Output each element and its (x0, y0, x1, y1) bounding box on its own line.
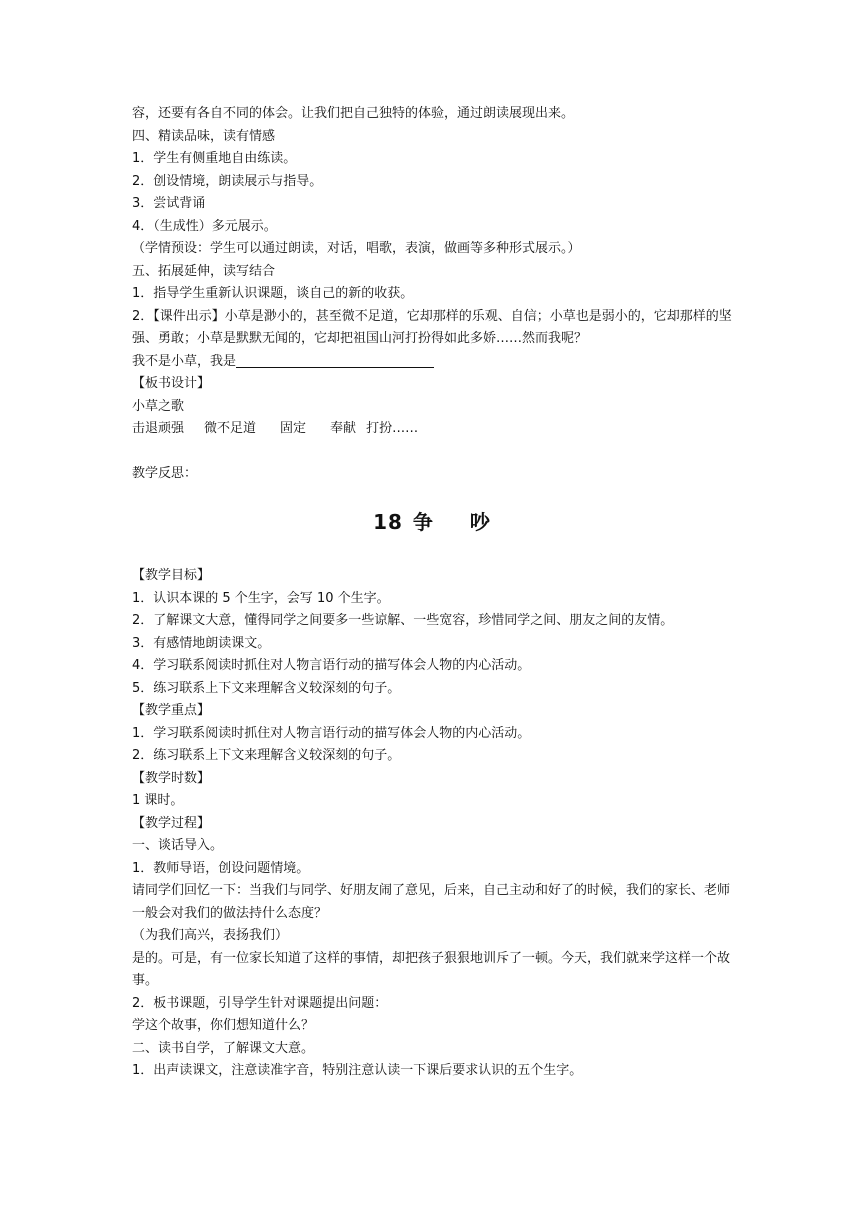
text-line: 容，还要有各自不同的体会。让我们把自己独特的体验，通过朗读展现出来。 (132, 106, 575, 121)
reflection-label: 教学反思： (132, 465, 198, 481)
process-heading: 【教学过程】 (132, 815, 211, 831)
goals-heading: 【教学目标】 (132, 568, 211, 583)
board-words (132, 418, 732, 441)
board-word: 击退顽强 (132, 421, 185, 436)
key-points-heading: 【教学重点】 (132, 703, 211, 718)
board-word: 固定 (280, 421, 307, 436)
board-design-heading: 【板书设计】 (132, 376, 211, 391)
list-item: 1．学生有侧重地自由练读。 (132, 151, 297, 166)
goal-item: 1．认识本课的 5 个生字，会写 10 个生字。 (132, 590, 390, 606)
document-page (132, 103, 732, 1083)
paragraph: 是的。可是，有一位家长知道了这样的事情，却把孩子狠狠地训斥了一顿。今天，我们就来学这样一个故事。 (132, 950, 731, 988)
board-title: 小草之歌 (132, 398, 185, 414)
goal-item: 2．了解课文大意，懂得同学之间要多一些谅解、一些宽容，珍惜同学之间、朋友之间的友情。 (132, 613, 674, 628)
list-item: 3．尝试背诵 (132, 196, 206, 211)
process-substep: 1．教师导语，创设问题情境。 (132, 860, 310, 876)
goal-item: 3．有感情地朗读课文。 (132, 635, 271, 651)
key-point-item: 1．学习联系阅读时抓住对人物言语行动的描写体会人物的内心活动。 (132, 725, 531, 741)
board-word: 奉献 (330, 421, 357, 436)
text-line: （学情预设：学生可以通过朗读，对话，唱歌，表演，做画等多种形式展示。） (132, 241, 581, 256)
board-word: 微不足道 (204, 421, 257, 436)
paragraph: （为我们高兴，表扬我们） (132, 928, 289, 943)
fill-in-line (132, 351, 732, 374)
process-substep: 1．出声读课文，注意读准字音，特别注意认读一下课后要求认识的五个生字。 (132, 1063, 583, 1078)
section-heading: 五、拓展延伸，读写结合 (132, 263, 276, 279)
lesson-title-char: 争 (412, 510, 434, 534)
time-heading: 【教学时数】 (132, 770, 211, 786)
paragraph: 学这个故事，你们想知道什么？ (132, 1018, 315, 1033)
process-step: 一、谈话导入。 (132, 838, 224, 853)
process-substep: 2．板书课题，引导学生针对课题提出问题： (132, 995, 388, 1011)
list-item: 2．创设情境，朗读展示与指导。 (132, 173, 323, 189)
process-step: 二、读书自学，了解课文大意。 (132, 1040, 315, 1056)
time-value: 1 课时。 (132, 793, 184, 808)
board-word: 打扮…… (366, 421, 419, 436)
paragraph: 请同学们回忆一下：当我们与同学、好朋友闹了意见，后来，自己主动和好了的时候，我们的家长、老师一般会对我们的做法持什么态度？ (132, 883, 731, 921)
section-heading: 四、精读品味，读有情感 (132, 128, 276, 144)
key-point-item: 2．练习联系上下文来理解含义较深刻的句子。 (132, 748, 401, 763)
goal-item: 5．练习联系上下文来理解含义较深刻的句子。 (132, 680, 401, 696)
lesson-title (132, 509, 732, 535)
list-item: 4．（生成性）多元展示。 (132, 218, 277, 234)
list-item: 1．指导学生重新认识课题，谈自己的新的收获。 (132, 286, 414, 301)
courseware-paragraph: 2．【课件出示】小草是渺小的，甚至微不足道，它却那样的乐观、自信；小草也是弱小的，它却那样的坚强、勇敢；小草是默默无闻的，它却把祖国山河打扮得如此多娇……然而我呢？ (132, 308, 732, 346)
lesson-title-char: 吵 (469, 510, 491, 534)
fill-in-prefix: 我不是小草，我是 (132, 353, 237, 369)
goal-item: 4．学习联系阅读时抓住对人物言语行动的描写体会人物的内心活动。 (132, 658, 531, 673)
lesson-number: 18 (373, 510, 403, 534)
fill-in-blank (236, 352, 434, 368)
